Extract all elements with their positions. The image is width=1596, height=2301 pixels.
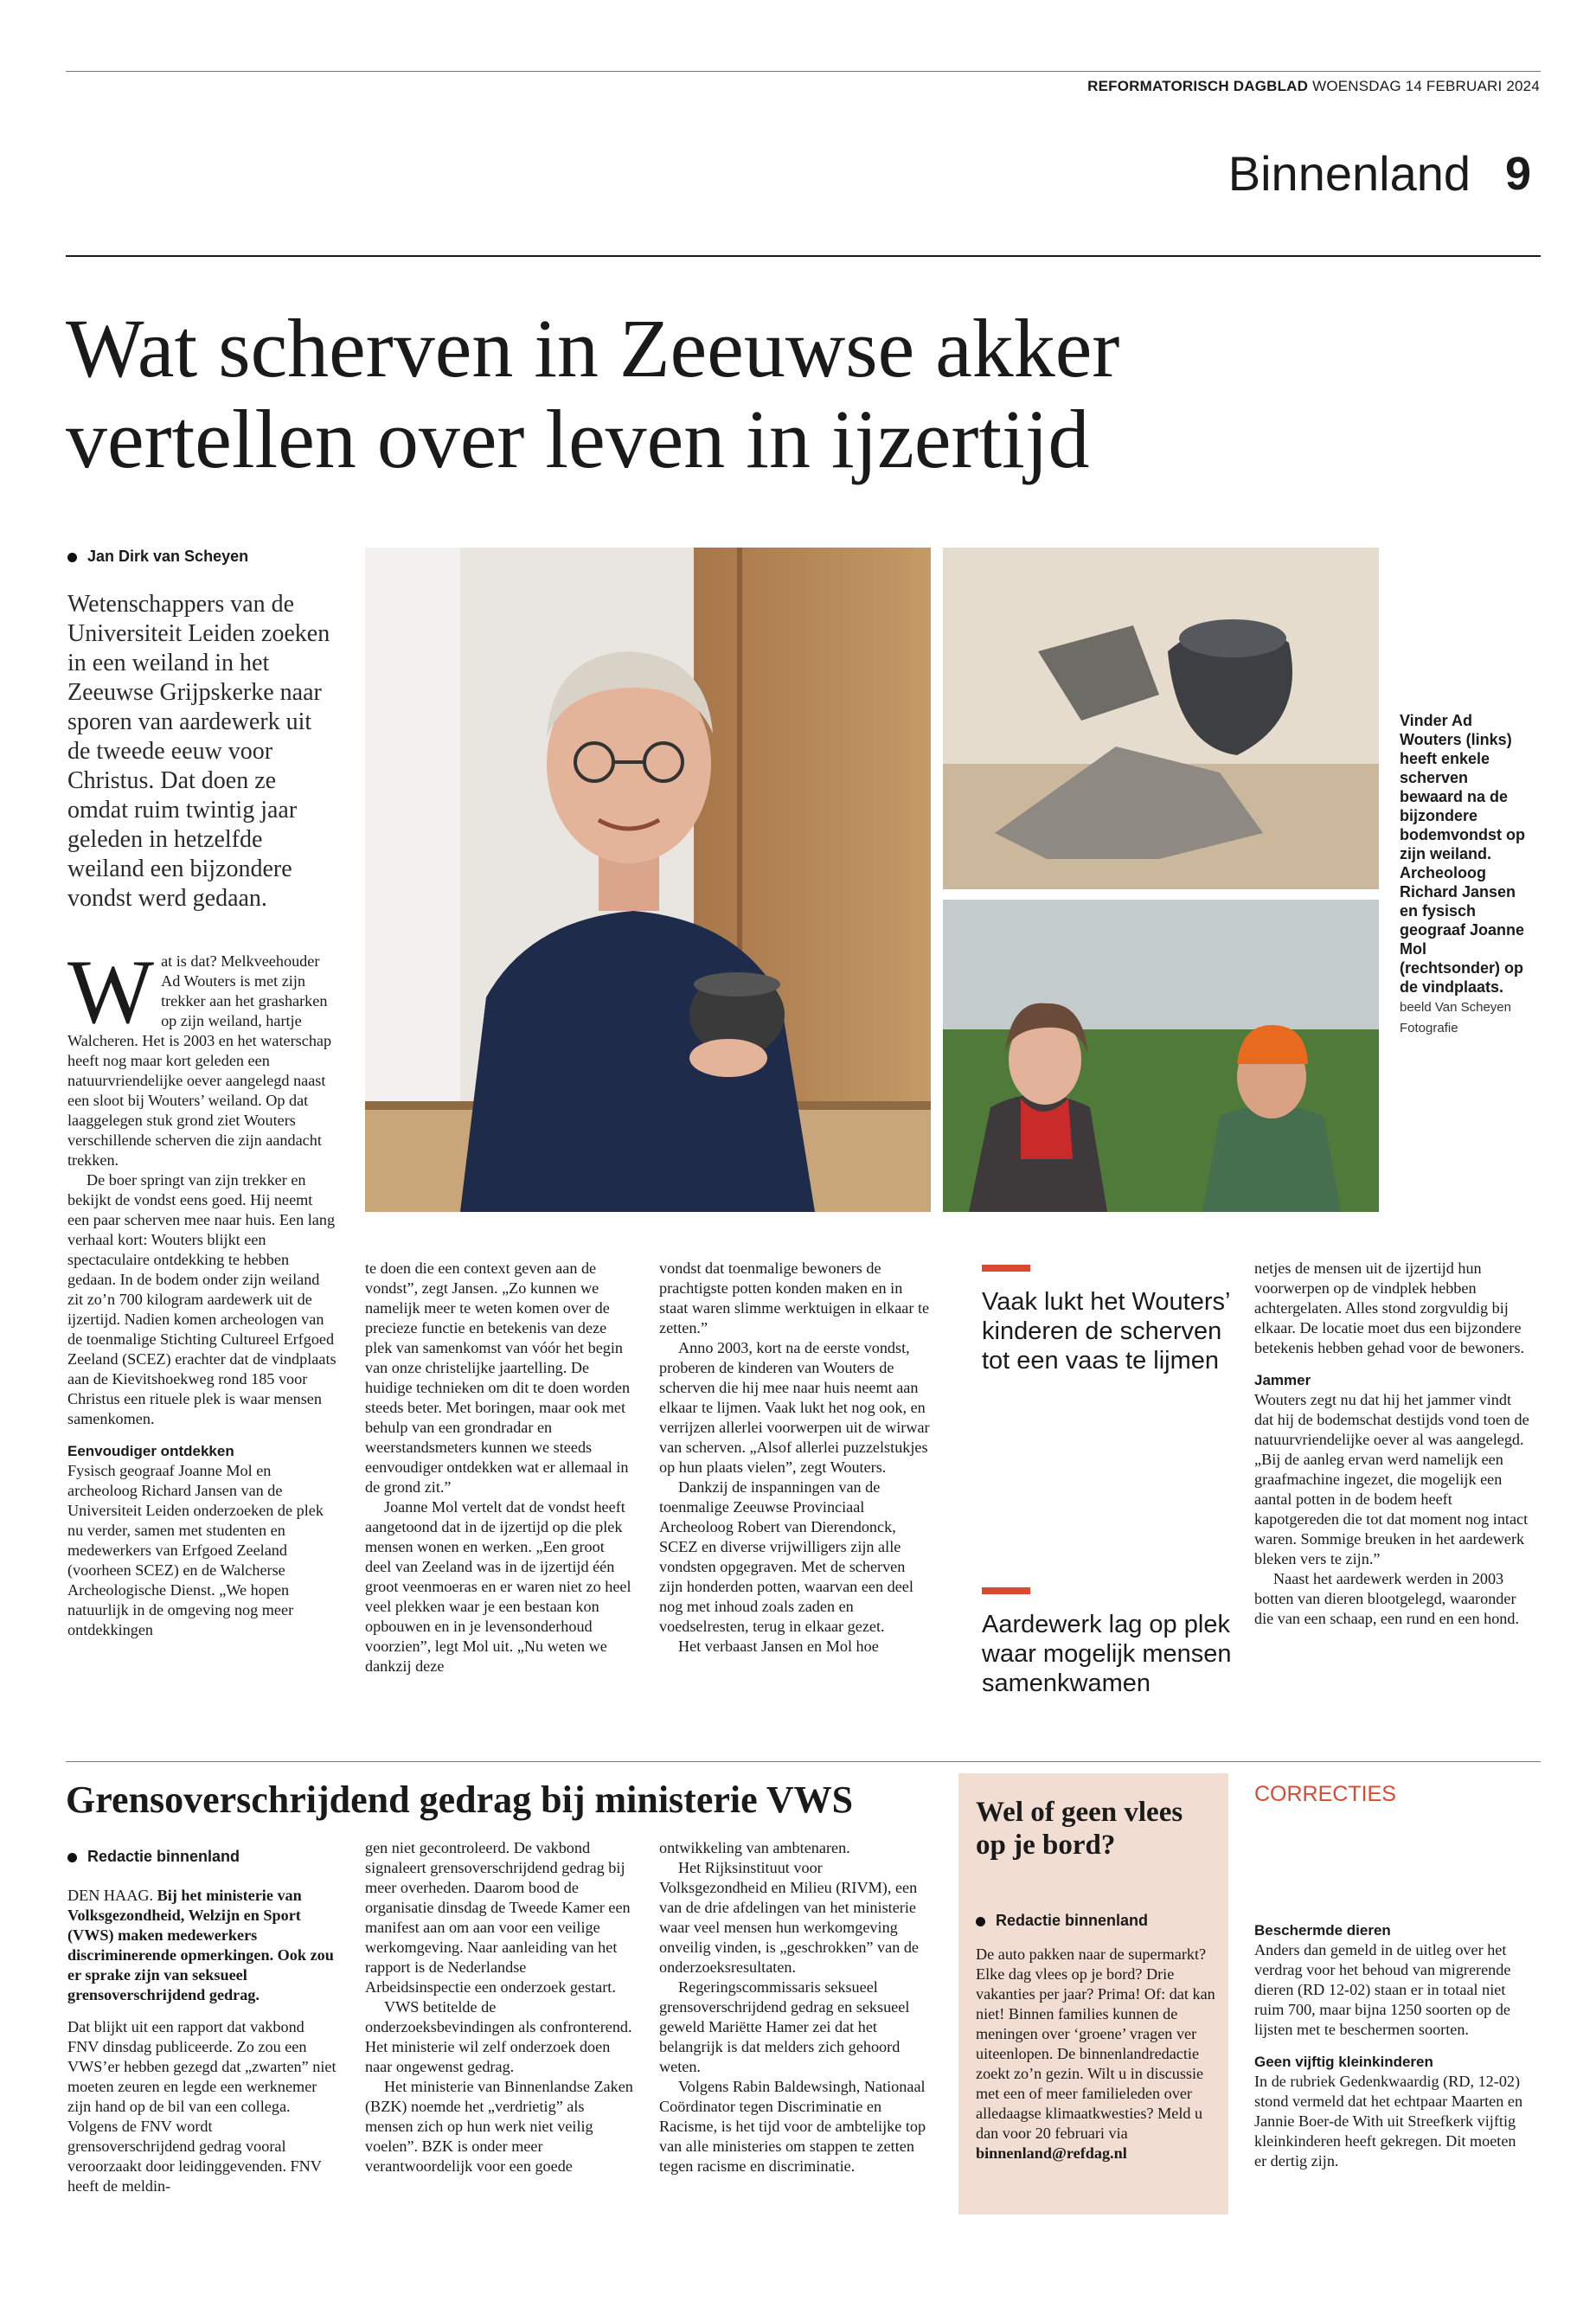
photo-caption: [1400, 711, 1529, 1038]
bullet-icon: [67, 1853, 77, 1862]
caption-text: Vinder Ad Wouters (links) heeft enkele scherven bewaard na de bijzondere bodemvondst op zijn weiland. Archeoloog Richard Jansen en fysisch geograaf Joanne Mol (rechtsonder) op de vindplaats.: [1400, 712, 1525, 996]
section-rule: [66, 255, 1541, 257]
paragraph: Dankzij de inspanningen van de toenmalige Zeeuwse Provinciaal Archeoloog Robert van Dierendonck, SCEZ en diverse vrijwilligers zijn alle vondsten opgegraven. Met de scherven zijn honderden potten, waarvan een deel nog met inhoud zoals zaden en voedselresten, terug in elkaar gezet.: [659, 1478, 913, 1635]
paragraph: Het Rijksinstituut voor Volksgezondheid en Milieu (RIVM), een van de drie afdelingen van het ministerie waar veel mensen hun werkomgeving onveilig vinden, is „geschrokken” van de onderzoeksresultaten.: [659, 1859, 920, 1976]
paragraph: Het ministerie van Binnenlandse Zaken (BZK) noemde het „verdrietig” als mensen zich op hun werk niet veilig voelen”. BZK is onder meer verantwoordelijk voor een goede: [365, 2078, 633, 2175]
paragraph: te doen die een context geven aan de vondst”, zegt Jansen. „Zo kunnen we namelijk meer te weten komen over de precieze functie en betekenis van deze plek van samenkomst van vóór het begin van onze christelijke jaartelling. De huidige technieken om dit te doen worden steeds beter. Met boringen, maar ook met behulp van een grondradar en weerstandsmeters kunnen we steeds eenvoudiger ontdekken wat er allemaal in de grond zit.”: [365, 1259, 631, 1496]
paragraph: Naast het aardewerk werden in 2003 botten van dieren blootgelegd, waaronder die van een schaap, een rund en een hond.: [1254, 1570, 1520, 1627]
vws-column-3: [659, 1838, 931, 2176]
headline-line: vertellen over leven in ijzertijd: [66, 393, 1090, 485]
author: Redactie binnenland: [87, 1848, 240, 1865]
paragraph: at is dat? Melkveehouder Ad Wouters is met zijn trekker aan het grasharken op zijn weiland, hartje Walcheren. Het is 2003 en het waterschap heeft nog maar kort geleden een natuurvriendelijke oever aangelegd naast een sloot bij Wouters’ weiland. Op dat laaggelegen stuk grond ziet Wouters verschillende scherven die zijn aandacht trekken.: [67, 952, 332, 1169]
box-text: [976, 1945, 1216, 2163]
call-out-box: [958, 1773, 1228, 2214]
vws-lead: [67, 1886, 337, 2005]
top-rule: [66, 71, 1541, 72]
lead-text: Bij het ministerie van Volksgezondheid, Welzijn en Sport (VWS) maken medewerkers discriminerende opmerkingen. Ook zou er sprake zijn van seksueel grensoverschrijdend gedrag.: [67, 1887, 334, 2003]
drop-cap: W: [67, 941, 155, 1042]
bottom-rule: [66, 1761, 1541, 1762]
headline-line: Wat scherven in Zeeuwse akker: [66, 302, 1120, 394]
pullquote-2: Aardewerk lag op plek waar mogelijk mensen samenkwamen: [982, 1611, 1232, 1697]
section-title: Binnenland: [1227, 146, 1471, 201]
paragraph: Wouters zegt nu dat hij het jammer vindt dat hij de bodemschat destijds vond toen de natuurvriendelijke oever al was aangelegd. „Bij de aanleg ervan werd namelijk een graafmachine ingezet, die mogelijk een aantal potten in de bodem heeft kapotgereden die tot dat moment nog intact waren. Sommige breuken in het aardewerk bleken vers te zijn.”: [1254, 1391, 1529, 1567]
photo-credit: beeld Van Scheyen Fotografie: [1400, 1000, 1511, 1035]
issue-date: WOENSDAG 14 FEBRUARI 2024: [1312, 78, 1540, 94]
vws-column-1: [67, 1886, 337, 2196]
subheading: Eenvoudiger ontdekken: [67, 1443, 234, 1459]
bullet-icon: [976, 1917, 985, 1926]
paragraph: VWS betitelde de onderzoeksbevindingen als confronterend. Het ministerie wil zelf onderzoek doen naar ongewenst gedrag.: [365, 1998, 632, 2075]
correction-text: In de rubriek Gedenkwaardig (RD, 12-02) stond vermeld dat het echtpaar Maarten en Jannie Boer-de With uit Streefkerk vijftig kleinkinderen heeft gekregen. Dit moeten er dertig zijn.: [1254, 2073, 1523, 2170]
article-column-5: [1254, 1259, 1531, 1629]
box-byline: [976, 1912, 1148, 1930]
pullquote-bar: [982, 1587, 1030, 1594]
box-body: De auto pakken naar de supermarkt? Elke dag vlees op je bord? Drie vakanties per jaar? Prima! Of: dat kan niet! Binnen families kunnen de meningen over ‘groene’ vragen ver uiteenlopen. De binnenlandredactie zoekt zo’n gezin. Wilt u in discussie met een of meer familieleden over alledaagse klimaatkwesties? Meld u dan voor 20 februari via: [976, 1945, 1215, 2142]
paragraph: De boer springt van zijn trekker en bekijkt de vondst eens goed. Hij neemt een paar scherven mee naar huis. Een lang verhaal kort: Wouters blijkt een spectaculaire ontdekking te hebben gedaan. In de bodem onder zijn weiland zit zo’n 700 kilogram aardewerk uit de ijzertijd. Nadien komen archeologen van de toenmalige Stichting Cultureel Erfgoed Zeeland (SCEZ) erachter dat de vindplaats aan de Kievitshoekweg rond 185 voor Christus een rituele plek is waar mensen samenkomen.: [67, 1171, 337, 1427]
paragraph: Volgens Rabin Baldewsingh, Nationaal Coördinator tegen Discriminatie en Racisme, is het tijd voor de ambtelijke top van alle ministeries om stappen te zetten tegen racisme en discriminatie.: [659, 2078, 926, 2175]
corrections-column: [1254, 1920, 1531, 2171]
paragraph: Joanne Mol vertelt dat de vondst heeft aangetoond dat in de ijzertijd op die plek mensen wonen en werken. „Een groot deel van Zeeland was in de ijzertijd één groot veenmoeras en er waren niet zo heel veel plekken waar je een bestaan kon opbouwen en in je levensonderhoud voorzien”, legt Mol uit. „Nu weten we dankzij deze: [365, 1498, 631, 1675]
author: Redactie binnenland: [996, 1912, 1149, 1929]
pullquote-bar: [982, 1265, 1030, 1272]
photo-shards: [943, 548, 1379, 889]
correction-heading: Beschermde dieren: [1254, 1922, 1391, 1939]
box-title: Wel of geen vlees op je bord?: [976, 1797, 1183, 1861]
box-email-link[interactable]: binnenland@refdag.nl: [976, 2144, 1127, 2162]
vws-byline: [67, 1848, 240, 1866]
author: Jan Dirk van Scheyen: [87, 548, 249, 565]
vws-column-2: [365, 1838, 633, 2176]
paragraph: gen niet gecontroleerd. De vakbond signaleert grensoverschrijdend gedrag bij meer overheden. Daarom bood de organisatie dinsdag de Tweede Kamer een manifest aan om aan voor een veilige werkomgeving. Naar aanleiding van het rapport is de Nederlandse Arbeidsinspectie een onderzoek gestart.: [365, 1839, 631, 1996]
masthead: [1021, 78, 1540, 95]
correction-text: Anders dan gemeld in de uitleg over het verdrag voor het behoud van migrerende dieren (RD 12-02) staan er in totaal niet ruim 700, maar bijna 1250 soorten op de lijsten met te beschermen soorten.: [1254, 1941, 1511, 2038]
paper-name: REFORMATORISCH DAGBLAD: [1087, 78, 1309, 94]
paragraph: Fysisch geograaf Joanne Mol en archeoloog Richard Jansen van de Universiteit Leiden onderzoeken de plek nu verder, samen met studenten en medewerkers van Erfgoed Zeeland (voorheen SCEZ) en de Walcherse Archeologische Dienst. „We hopen natuurlijk in de omgeving nog meer ontdekkingen: [67, 1462, 324, 1638]
paragraph: Dat blijkt uit een rapport dat vakbond FNV dinsdag publiceerde. Zo zou een VWS’er hebben gezegd dat „zwarten” niet moeten zeuren en legde een werknemer zijn hand op de bil van een collega. Volgens de FNV wordt grensoverschrijdend gedrag vooral veroorzaakt door leidinggevenden. FNV heeft de meldin-: [67, 2018, 337, 2195]
subheading: Jammer: [1254, 1372, 1311, 1388]
photo-researchers: [943, 900, 1379, 1212]
byline: [67, 548, 248, 566]
article-column-3: [659, 1259, 931, 1657]
paragraph: vondst dat toenmalige bewoners de prachtigste potten konden maken en in staat waren slimme werktuigen in elkaar te zetten.”: [659, 1259, 930, 1336]
headline: [66, 303, 1363, 484]
paragraph: Anno 2003, kort na de eerste vondst, proberen de kinderen van Wouters de scherven die hij mee naar huis neemt aan elkaar te lijmen. Vaak lukt het nog ook, en verrijzen allerlei voorwerpen uit de wirwar van scherven. „Alsof allerlei puzzelstukjes op hun plaats vielen”, zegt Wouters.: [659, 1339, 930, 1476]
pullquote-1: Vaak lukt het Wouters’ kinderen de scherven tot een vaas te lijmen: [982, 1288, 1230, 1375]
bullet-icon: [67, 553, 77, 562]
dateline: DEN HAAG.: [67, 1887, 154, 1904]
correction-heading: Geen vijftig kleinkinderen: [1254, 2054, 1433, 2070]
paragraph: ontwikkeling van ambtenaren.: [659, 1839, 850, 1856]
corrections-title: CORRECTIES: [1254, 1782, 1396, 1806]
article-column-2: [365, 1259, 633, 1676]
intro-text: Wetenschappers van de Universiteit Leiden zoeken in een weiland in het Zeeuwse Grijpskerke naar sporen van aardewerk uit de tweede eeuw voor Christus. Dat doen ze omdat ruim twintig jaar geleden in hetzelfde weiland een bijzondere vondst werd gedaan.: [67, 591, 330, 912]
paragraph: Het verbaast Jansen en Mol hoe: [678, 1638, 879, 1655]
vws-headline: Grensoverschrijdend gedrag bij ministerie VWS: [66, 1779, 854, 1821]
article-column-1: [67, 941, 337, 1640]
page-number: 9: [1505, 148, 1532, 200]
paragraph: netjes de mensen uit de ijzertijd hun voorwerpen op de vindplek hebben achtergelaten. Alles stond zorgvuldig bij elkaar. De locatie moet dus een bijzondere betekenis hebben gehad voor de bewoners.: [1254, 1259, 1525, 1356]
photo-man-with-pot: [365, 548, 931, 1212]
paragraph: Regeringscommissaris seksueel grensoverschrijdend gedrag en seksueel geweld Mariëtte Hamer zei dat het belangrijk is dat melders zich gehoord weten.: [659, 1978, 910, 2075]
